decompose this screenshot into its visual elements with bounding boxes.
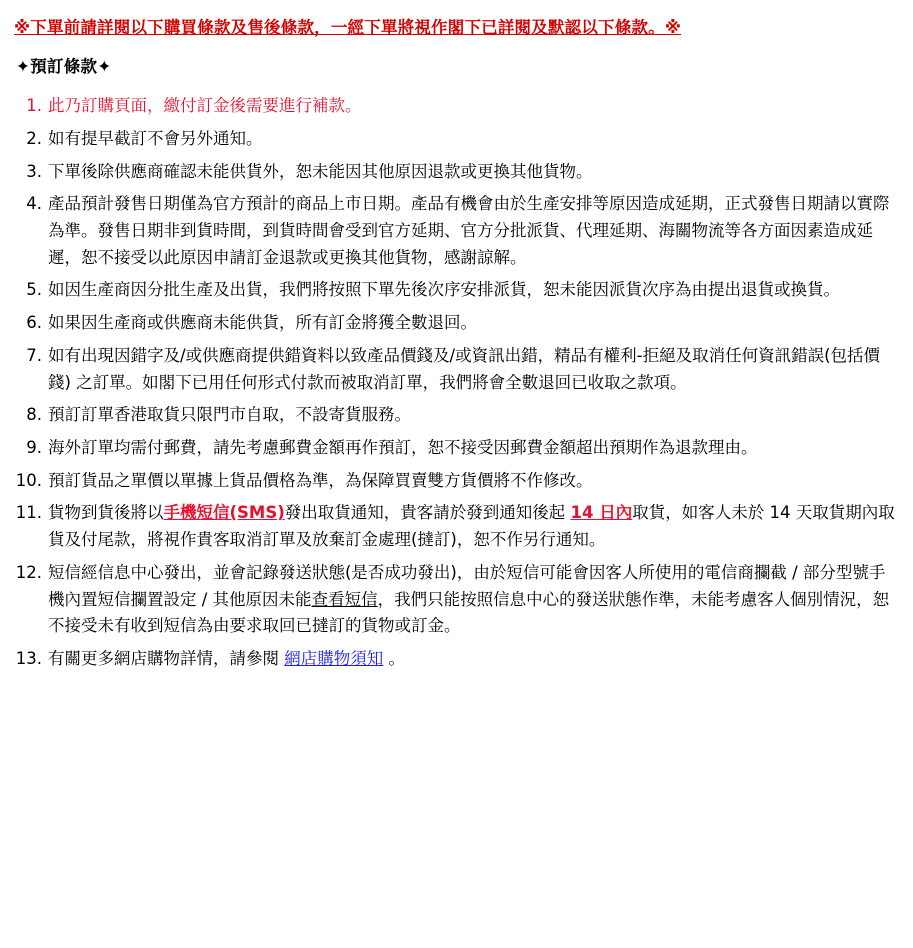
list-item (14, 93, 899, 120)
list-item-text-part: 貨物到貨後將以 (48, 503, 164, 523)
list-item-number: 2. (26, 128, 42, 148)
check-sms-underline: 查看短信 (311, 589, 378, 609)
terms-list (14, 93, 899, 673)
list-item-number: 11. (15, 503, 42, 523)
list-item-text: 如有提早截訂不會另外通知。 (48, 128, 263, 148)
list-item-number: 4. (26, 194, 42, 214)
list-item-text: 產品預計發售日期僅為官方預計的商品上市日期。產品有機會由於生產安排等原因造成延期，正式發售日期請以實際為準。發售日期非到貨時間，到貨時間會受到官方延期、官方分批派貨、代理延期、海關物流等各方面因素造成延遲，恕不接受以此原因申請訂金退款或更換其他貨物，感謝諒解。 (48, 194, 890, 267)
list-item-text: 如有出現因錯字及/或供應商提供錯資料以致產品價錢及/或資訊出錯，精品有權利-拒絕及取消任何資訊錯誤(包括價錢) 之訂單。如閣下已用任何形式付款而被取消訂單，我們將會全數退回已收取之款項。 (48, 345, 881, 392)
list-item-text-part: ，我們只能按照信息中心的發送狀態作準，未能考慮客人個別情況，恕不接受未有收到短信為由要求取回已撻訂的貨物或訂金。 (48, 589, 890, 636)
page-title: ✦預訂條款✦ (16, 57, 112, 77)
list-item-text-part: 發出取貨通知，貴客請於發到通知後起 (284, 503, 571, 523)
list-item-text-part: 。 (383, 649, 405, 669)
list-item-number: 6. (26, 313, 42, 333)
list-item-text-part: 有關更多網店購物詳情，請參閱 (48, 649, 285, 669)
sms-highlight: 手機短信(SMS) (163, 503, 285, 523)
list-item-number: 3. (26, 161, 42, 181)
list-item-text-part: 取貨，如客人未於 14 天取貨期內取貨及付尾款，將視作貴客取消訂單及放棄訂金處理(撻訂)，恕不作另行通知。 (48, 503, 895, 550)
list-item-text: 海外訂單均需付郵費，請先考慮郵費金額再作預訂，恕不接受因郵費金額超出預期作為退款理由。 (48, 438, 758, 457)
list-item (14, 500, 899, 553)
list-item (14, 343, 899, 396)
bottom-spacer (14, 679, 899, 689)
list-item-number: 13. (15, 649, 42, 669)
list-item-text: 預訂貨品之單價以單據上貨品價格為準，為保障買賣雙方貨價將不作修改。 (48, 470, 593, 490)
deadline-highlight: 14 日內 (570, 503, 633, 523)
list-item-text: 如果因生產商或供應商未能供貨，所有訂金將獲全數退回。 (48, 313, 477, 333)
list-item (14, 560, 899, 640)
list-item-text: 預訂訂單香港取貨只限門市自取，不設寄貨服務。 (48, 405, 411, 425)
list-item (14, 468, 899, 495)
shop-guide-link[interactable]: 網店購物須知 (284, 649, 384, 669)
list-item-text: 此乃訂購頁面，繳付訂金後需要進行補款。 (48, 96, 362, 116)
list-item-text: 下單後除供應商確認未能供貨外，恕未能因其他原因退款或更換其他貨物。 (48, 161, 593, 181)
list-item (14, 159, 899, 186)
list-item-number: 12. (15, 562, 42, 582)
list-item (14, 435, 899, 462)
list-item-number: 8. (26, 405, 42, 425)
top-notice: ※下單前請詳閱以下購買條款及售後條款，一經下單將視作閣下已詳閱及默認以下條款。※ (14, 18, 682, 37)
list-item-number: 5. (26, 280, 42, 300)
list-item (14, 126, 899, 153)
list-item-number: 1. (26, 96, 42, 116)
list-item (14, 277, 899, 304)
list-item (14, 310, 899, 337)
list-item-number: 10. (15, 470, 42, 490)
list-item (14, 191, 899, 271)
list-item-number: 9. (26, 438, 42, 457)
list-item (14, 402, 899, 429)
list-item-number: 7. (26, 345, 42, 365)
list-item-text-part: 短信經信息中心發出，並會記錄發送狀態(是否成功發出)，由於短信可能會因客人所使用的電信商攔截 / 部分型號手機內置短信攔置設定 / 其他原因未能 (48, 562, 886, 609)
list-item (14, 646, 899, 673)
list-item-text: 如因生產商因分批生產及出貨，我們將按照下單先後次序安排派貨，恕未能因派貨次序為由提出退貨或換貨。 (48, 280, 840, 300)
